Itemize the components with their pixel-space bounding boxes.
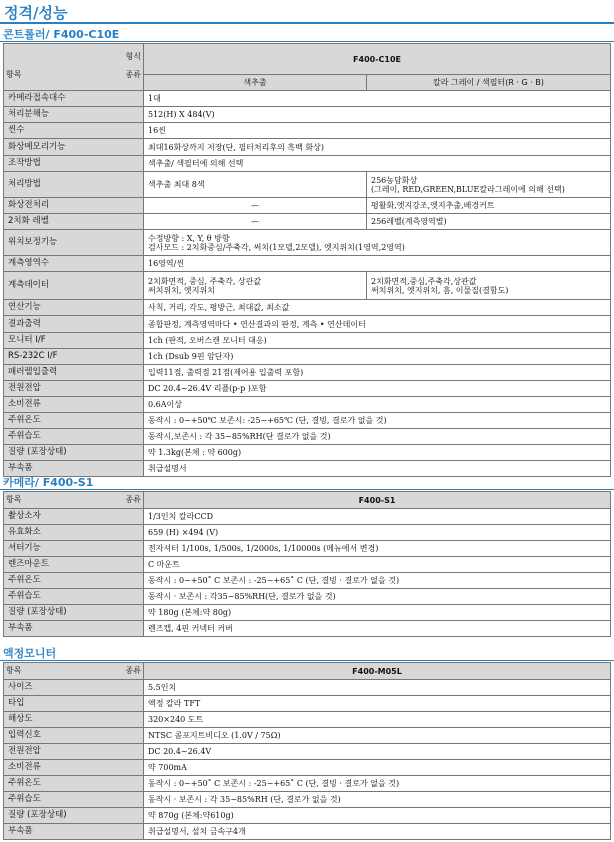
row-value-line: 2치화면적,중심,주축각,상관값: [371, 276, 477, 286]
controller-section-divider: [0, 41, 614, 42]
table-row: [4, 413, 611, 429]
row-value: 16씬: [144, 123, 611, 139]
row-value: 액정 칼라 TFT: [144, 696, 611, 712]
row-value: 동작시 : 0~+50˚ C 보존시 : -25~+65˚ C (단, 결빙 · 결로가 없을 것): [144, 776, 611, 792]
header-item-label: 항목: [6, 666, 22, 675]
row-label: 부속품: [4, 461, 144, 477]
row-label: 유효화소: [4, 525, 144, 541]
row-label: 주위습도: [4, 589, 144, 605]
lcd-model: F400-M05L: [144, 663, 611, 680]
row-label: 계측영역수: [4, 256, 144, 272]
row-value-line: (그레이, RED,GREEN,BLUE칼라그레이에 의해 선택): [371, 184, 565, 194]
controller-header-corner: [4, 44, 144, 91]
controller-header-row: [4, 44, 611, 75]
table-row: [4, 300, 611, 316]
col-color-gray-filter: 칼라 그레이 / 색필터(R · G · B): [367, 75, 611, 91]
row-value: —: [144, 214, 367, 230]
row-value: 입력11점, 출력점 21점(제어용 입출력 포함): [144, 365, 611, 381]
row-label: 주위온도: [4, 573, 144, 589]
table-row: [4, 744, 611, 760]
row-value: —: [144, 198, 367, 214]
table-row: [4, 525, 611, 541]
row-value: 동작시 : 0~+50˚ C 보존시 : -25~+65˚ C (단, 결빙 · 결로가 없을 것): [144, 573, 611, 589]
row-label: 2치화 레벨: [4, 214, 144, 230]
row-label: 연산기능: [4, 300, 144, 316]
row-label: 타입: [4, 696, 144, 712]
camera-section-divider: [0, 489, 614, 490]
table-row: [4, 461, 611, 477]
row-value: [367, 172, 611, 198]
row-label: 계측데이터: [4, 272, 144, 300]
page-title: 정격/성능: [4, 4, 68, 22]
table-row: [4, 333, 611, 349]
row-label: 전원전압: [4, 381, 144, 397]
row-value: 1ch (판적, 오버스캔 모니터 대응): [144, 333, 611, 349]
row-value: 동작시 : 0~+50℃ 보존시: -25~+65℃ (단, 결빙, 결로가 없을 것): [144, 413, 611, 429]
row-label: 전원전압: [4, 744, 144, 760]
row-label: 소비전류: [4, 397, 144, 413]
table-row: [4, 605, 611, 621]
row-value: 약 870g (본체:약610g): [144, 808, 611, 824]
row-label: 해상도: [4, 712, 144, 728]
row-label: 셔터기능: [4, 541, 144, 557]
lcd-section-title: 액정모니터: [3, 647, 57, 660]
table-row: [4, 349, 611, 365]
table-row: [4, 621, 611, 637]
header-type-label: 종류: [125, 666, 141, 675]
table-row: [4, 712, 611, 728]
row-label: 화상전처리: [4, 198, 144, 214]
row-label: RS-232C I/F: [4, 349, 144, 365]
row-value: 사칙, 거리, 각도, 평방근, 최대값, 최소값: [144, 300, 611, 316]
row-label: 카메라접속대수: [4, 91, 144, 107]
row-label: 주위온도: [4, 413, 144, 429]
row-value: 512(H) X 484(V): [144, 107, 611, 123]
row-value: 약 700mA: [144, 760, 611, 776]
lcd-section-divider: [0, 660, 614, 661]
table-row: [4, 573, 611, 589]
table-row: [4, 230, 611, 256]
row-value: 색추출 최대 8색: [144, 172, 367, 198]
row-label: 모니터 I/F: [4, 333, 144, 349]
row-label: 촬상소자: [4, 509, 144, 525]
header-item-label: 항목: [6, 495, 22, 504]
row-value-line: 써치위치, 엣지위치: [148, 285, 215, 295]
header-type-label: 종류: [125, 69, 141, 79]
row-label: 질량 (포장상태): [4, 605, 144, 621]
row-value: [144, 272, 367, 300]
row-value: 동작시 · 보존시 : 각 35~85%RH (단, 결로가 없을 것): [144, 792, 611, 808]
lcd-header-row: [4, 663, 611, 680]
table-row: [4, 91, 611, 107]
table-row: [4, 557, 611, 573]
row-label: 질량 (포장상태): [4, 445, 144, 461]
table-row: [4, 381, 611, 397]
header-item-label: 항목: [6, 69, 22, 79]
row-label: 주위습도: [4, 792, 144, 808]
table-row: [4, 123, 611, 139]
table-row: [4, 509, 611, 525]
table-row: [4, 397, 611, 413]
lcd-spec-table: [3, 662, 611, 840]
row-value-line: 써치위치, 엣지위치, 흠, 이물질(결함도): [371, 285, 509, 295]
table-row: [4, 541, 611, 557]
table-row: [4, 316, 611, 333]
row-value: 약 1.3kg(본체 : 약 600g): [144, 445, 611, 461]
table-row: [4, 365, 611, 381]
table-row: [4, 198, 611, 214]
row-label: 사이즈: [4, 680, 144, 696]
row-value: DC 20.4~26.4V: [144, 744, 611, 760]
table-row: [4, 272, 611, 300]
row-label: 처리방법: [4, 172, 144, 198]
camera-section-title: 카메라/ F400-S1: [3, 476, 94, 489]
row-value: 색추출/ 색필터에 의해 선택: [144, 156, 611, 172]
camera-header-row: [4, 492, 611, 509]
row-label: 렌즈마운트: [4, 557, 144, 573]
table-row: [4, 824, 611, 840]
table-row: [4, 776, 611, 792]
camera-spec-table: [3, 491, 611, 637]
table-row: [4, 445, 611, 461]
row-value-line: 검사모드 : 2치화중심/주축각, 써치(1모델,2모델), 엣지위치(1영역,2영역): [148, 242, 405, 252]
row-value: [144, 230, 611, 256]
title-divider: [0, 22, 614, 24]
row-value: 취급설명서, 설치 금속구4개: [144, 824, 611, 840]
table-row: [4, 589, 611, 605]
row-label: 위치보정기능: [4, 230, 144, 256]
row-label: 결과출력: [4, 316, 144, 333]
row-value-line: 2치화면적, 중심, 주축각, 상관값: [148, 276, 262, 286]
table-row: [4, 139, 611, 156]
row-value: [367, 272, 611, 300]
table-row: [4, 696, 611, 712]
row-label: 주위온도: [4, 776, 144, 792]
camera-model: F400-S1: [144, 492, 611, 509]
row-value: 1/3인치 칼라CCD: [144, 509, 611, 525]
row-value: 동작시,보존시 : 각 35~85%RH(단 결로가 없을 것): [144, 429, 611, 445]
table-row: [4, 429, 611, 445]
row-value-line: 256농담화상: [371, 175, 418, 185]
row-value: 렌즈캡, 4핀 커넥터 커버: [144, 621, 611, 637]
header-kind-label: 형식: [125, 51, 141, 61]
row-value: 평활화,엣지강조,엣지추출,배경커트: [367, 198, 611, 214]
camera-header-corner: [4, 492, 144, 509]
row-value: 1대: [144, 91, 611, 107]
table-row: [4, 808, 611, 824]
row-label: 패러렐입출력: [4, 365, 144, 381]
table-row: [4, 214, 611, 230]
row-label: 입력신호: [4, 728, 144, 744]
row-label: 질량 (포장상태): [4, 808, 144, 824]
controller-spec-table: [3, 43, 611, 477]
table-row: [4, 792, 611, 808]
row-value: 16영역/씬: [144, 256, 611, 272]
table-row: [4, 156, 611, 172]
row-value: NTSC 콤포지트비디오 (1.0V / 75Ω): [144, 728, 611, 744]
row-value-line: 수정방향 : X, Y, θ 방향: [148, 233, 230, 243]
row-value: 256레벨(계측영역별): [367, 214, 611, 230]
table-row: [4, 107, 611, 123]
table-row: [4, 172, 611, 198]
row-value: DC 20.4~26.4V 리플(p-p )포함: [144, 381, 611, 397]
header-type-label: 종류: [125, 495, 141, 504]
row-value: 659 (H) ×494 (V): [144, 525, 611, 541]
row-label: 소비전류: [4, 760, 144, 776]
controller-section-title: 콘트롤러/ F400-C10E: [3, 28, 120, 41]
table-row: [4, 760, 611, 776]
row-value: 약 180g (본체:약 80g): [144, 605, 611, 621]
controller-model: F400-C10E: [144, 44, 611, 75]
row-value: 5.5인치: [144, 680, 611, 696]
row-value: 취급설명서: [144, 461, 611, 477]
row-value: 전자셔터 1/100s, 1/500s, 1/2000s, 1/10000s (메뉴에서 변경): [144, 541, 611, 557]
row-label: 조작방법: [4, 156, 144, 172]
row-value: 최대16화상까지 저장(단, 필터처리후의 흑백 화상): [144, 139, 611, 156]
table-row: [4, 728, 611, 744]
row-label: 부속품: [4, 824, 144, 840]
row-value: 320×240 도트: [144, 712, 611, 728]
row-value: 1ch (Dsub 9핀 암단자): [144, 349, 611, 365]
lcd-header-corner: [4, 663, 144, 680]
row-value: 종합판정, 계측영역마다 • 연산결과의 판정, 계측 • 연산데이터: [144, 316, 611, 333]
row-value: 0.6A이상: [144, 397, 611, 413]
col-color-extract: 색추출: [144, 75, 367, 91]
table-row: [4, 256, 611, 272]
row-label: 주위습도: [4, 429, 144, 445]
row-label: 씬수: [4, 123, 144, 139]
row-label: 부속품: [4, 621, 144, 637]
row-value: 동작시 · 보존시 : 각35~85%RH(단, 결로가 없을 것): [144, 589, 611, 605]
row-label: 처리분해능: [4, 107, 144, 123]
row-label: 화상메모리기능: [4, 139, 144, 156]
table-row: [4, 680, 611, 696]
row-value: C 마운트: [144, 557, 611, 573]
